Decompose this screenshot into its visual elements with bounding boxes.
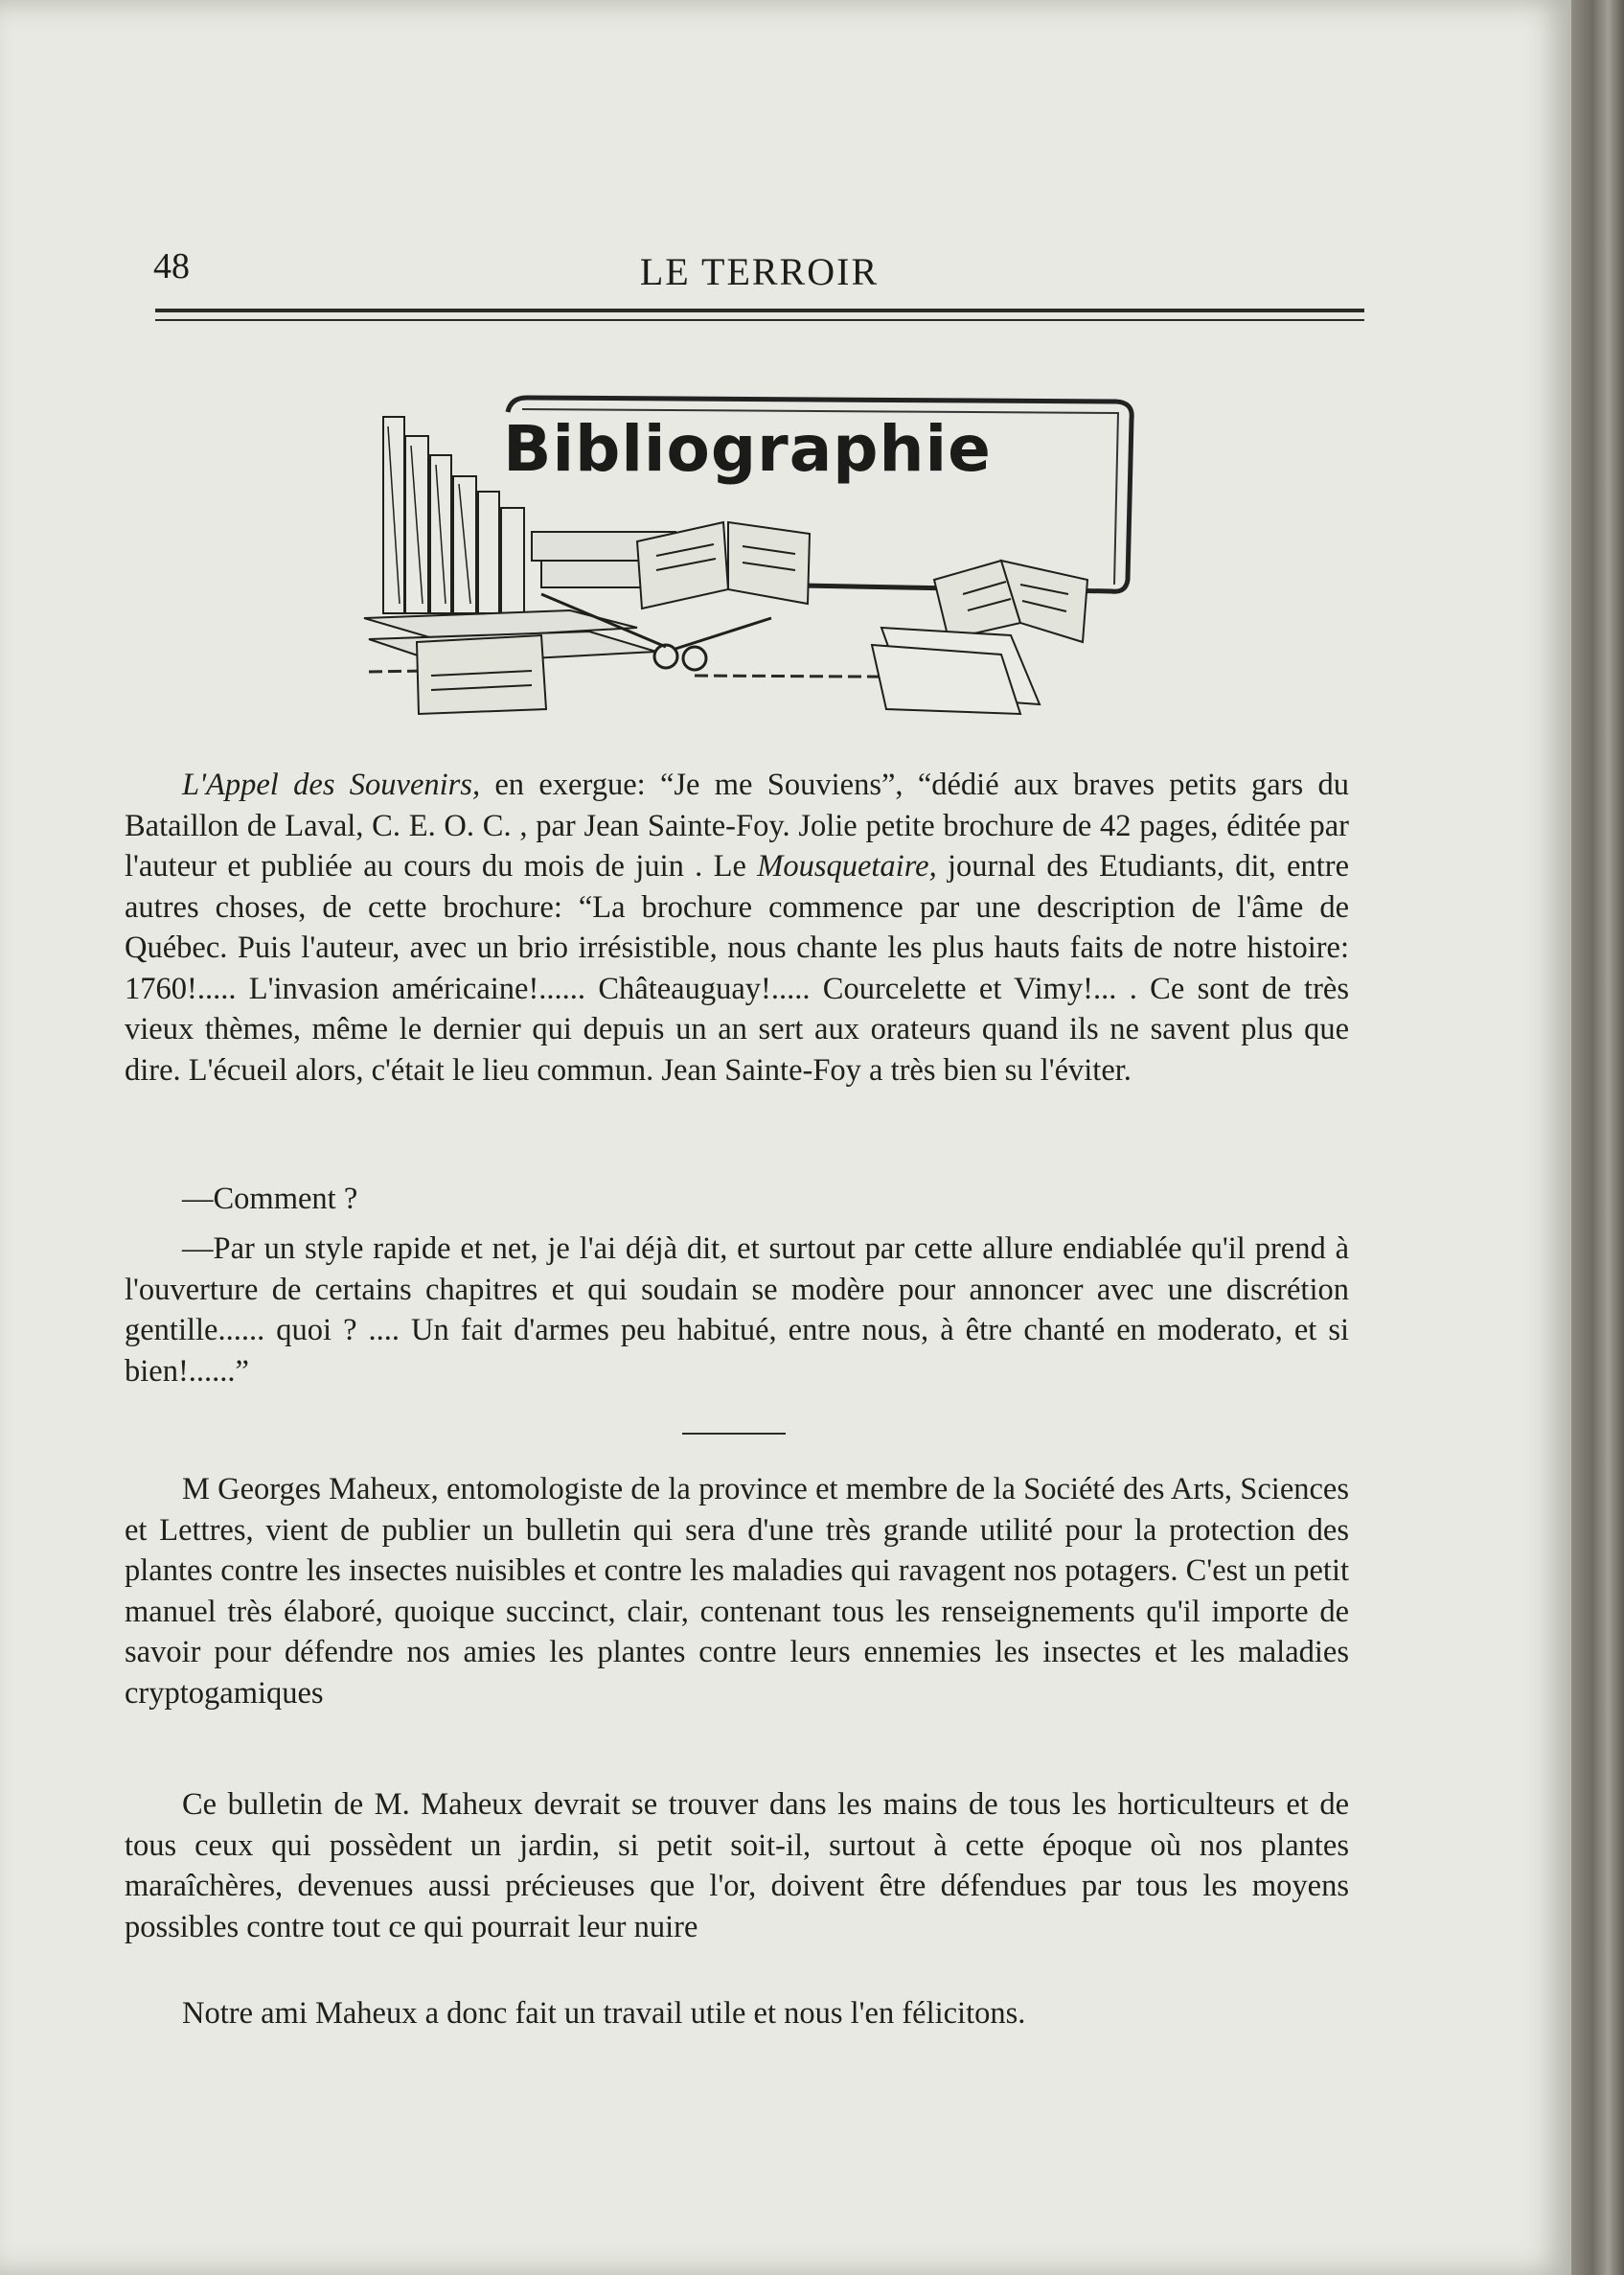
header-rule-thick xyxy=(155,309,1364,312)
running-title: LE TERROIR xyxy=(639,250,880,293)
review-text: en exergue: “Je me Souviens”, “dédié aux braves petits gars du Bataillon de Laval, C. E. O. C. , par Jean Sainte-Foy. Jolie petite brochure de 42 pages, éditée par l'auteur et publiée au cours du mois de juin . Le xyxy=(125,768,1349,884)
review-paragraph-closing: Notre ami Maheux a donc fait un travail utile et nous l'en félicitons. xyxy=(182,1996,1026,2031)
review-paragraph-maheux: M Georges Maheux, entomologiste de la province et membre de la Société des Arts, Sciences et Lettres, vient de publier un bulletin qui sera d'une très grande utilité pour la protection des plantes contre les insectes nuisibles et contre les maladies qui ravagent nos potagers. C'est un petit manuel très élaboré, quoique succinct, clair, contenant tous les renseignements qu'il importe de savoir pour défendre nos amies les plantes contre leurs ennemies les insectes et les maladies cryptogamiques xyxy=(125,1472,1349,1711)
journal-title: Mousquetaire, xyxy=(757,849,937,884)
dialogue-line: —Comment ? xyxy=(182,1182,358,1216)
review-paragraph xyxy=(125,765,1349,1091)
review-paragraph-bulletin: Ce bulletin de M. Maheux devrait se trouver dans les mains de tous les horticulteurs et de tous ceux qui possèdent un jardin, si petit soit-il, surtout à cette époque où nos plantes maraîchères, devenues aussi précieuses que l'or, doivent être défendues par tous les moyens possibles contre tout ce qui pourrait leur nuire xyxy=(125,1787,1349,1944)
page-header xyxy=(153,240,1365,297)
book-title: L'Appel des Souvenirs, xyxy=(182,768,481,802)
book-binding-edge xyxy=(1571,0,1624,2275)
review-text-continued: journal des Etudiants, dit, entre autres choses, de cette brochure: “La brochure commence par une description de l'âme de Québec. Puis l'auteur, avec un brio irrésistible, nous chante les plus hauts faits de notre histoire: 1760!..... L'invasion américaine!...... Châteauguay!..... Courcelette et Vimy!... . Ce sont de très vieux thèmes, même le dernier qui depuis un an sert aux orateurs quand ils ne savent plus que dire. L'écueil alors, c'était le lieu commun. Jean Sainte-Foy a très bien su l'éviter. xyxy=(125,849,1350,1088)
page-number: 48 xyxy=(153,246,190,287)
header-rule-thin xyxy=(155,319,1364,321)
section-title: Bibliographie xyxy=(503,412,992,486)
section-separator xyxy=(682,1433,786,1435)
dialogue-paragraph: —Par un style rapide et net, je l'ai déjà dit, et surtout par cette allure endiablée qu'il prend à l'ouverture de certains chapitres et qui soudain se modère pour annoncer avec une discrétion gentille...... quoi ? .... Un fait d'armes peu habitué, entre nous, à être chanté en moderato, et si bien!......” xyxy=(125,1231,1349,1389)
